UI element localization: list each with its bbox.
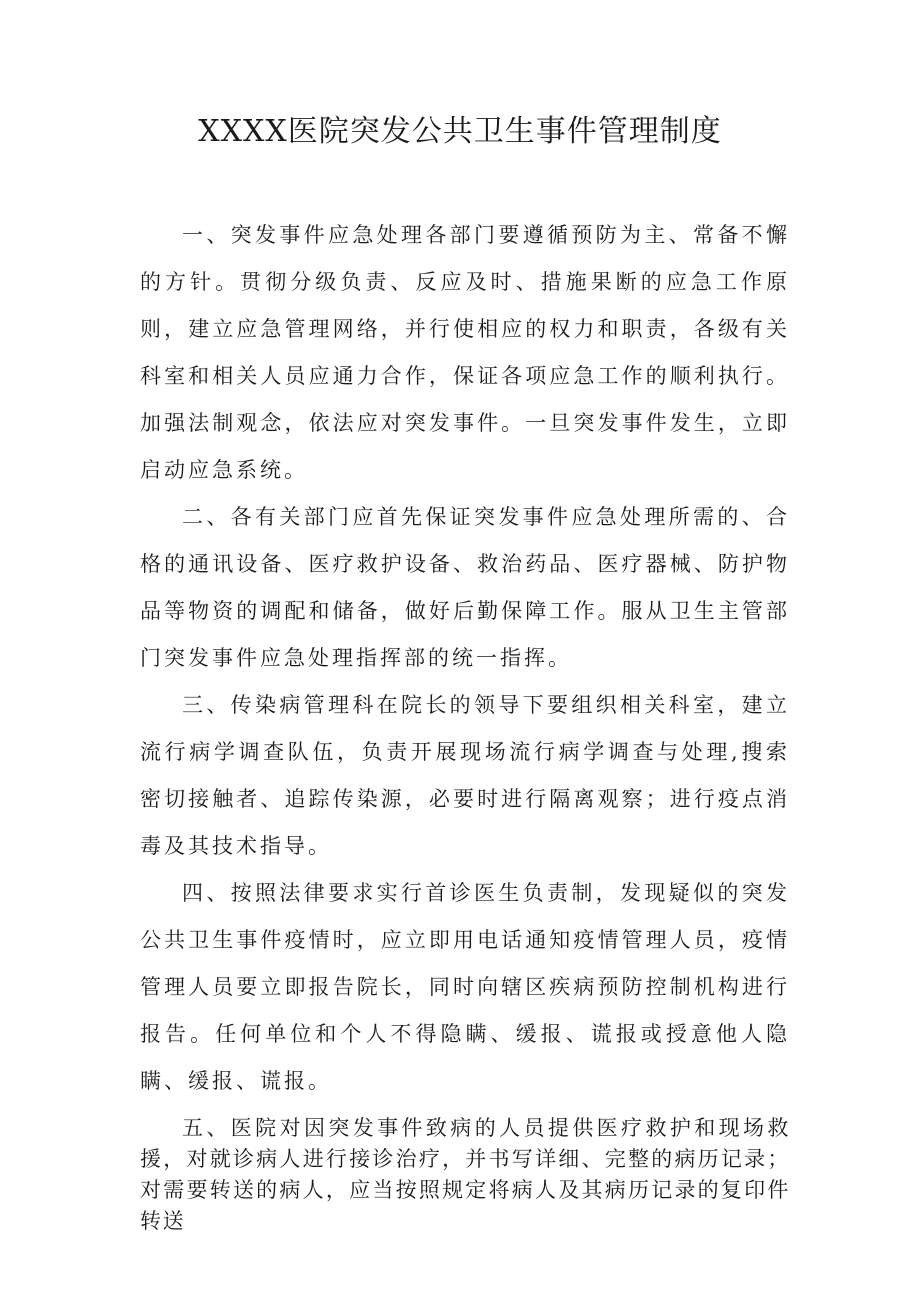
document-title: XXXX医院突发公共卫生事件管理制度 [198,114,722,149]
document-body [140,212,790,1237]
paragraph-1: 一、突发事件应急处理各部门要遵循预防为主、常备不懈的方针。贯彻分级负责、反应及时、措施果断的应急工作原则，建立应急管理网络，并行使相应的权力和职责，各级有关科室和相关人员应通力合作，保证各项应急工作的顺利执行。加强法制观念，依法应对突发事件。一旦突发事件发生，立即启动应急系统。 [140,223,790,482]
paragraph-3: 三、传染病管理科在院长的领导下要组织相关科室，建立流行病学调查队伍，负责开展现场流行病学调查与处理,搜索密切接触者、追踪传染源，必要时进行隔离观察；进行疫点消毒及其技术指导。 [140,693,790,858]
paragraph-5: 五、医院对因突发事件致病的人员提供医疗救护和现场救援，对就诊病人进行接诊治疗，并书写详细、完整的病历记录；对需要转送的病人，应当按照规定将病人及其病历记录的复印件转送 [140,1116,790,1233]
paragraph-2: 二、各有关部门应首先保证突发事件应急处理所需的、合格的通讯设备、医疗救护设备、救治药品、医疗器械、防护物品等物资的调配和储备，做好后勤保障工作。服从卫生主管部门突发事件应急处理指挥部的统一指挥。 [140,505,790,670]
paragraph-4: 四、按照法律要求实行首诊医生负责制，发现疑似的突发公共卫生事件疫情时，应立即用电话通知疫情管理人员，疫情管理人员要立即报告院长，同时向辖区疾病预防控制机构进行报告。任何单位和个人不得隐瞒、缓报、谎报或授意他人隐瞒、缓报、谎报。 [140,881,790,1093]
